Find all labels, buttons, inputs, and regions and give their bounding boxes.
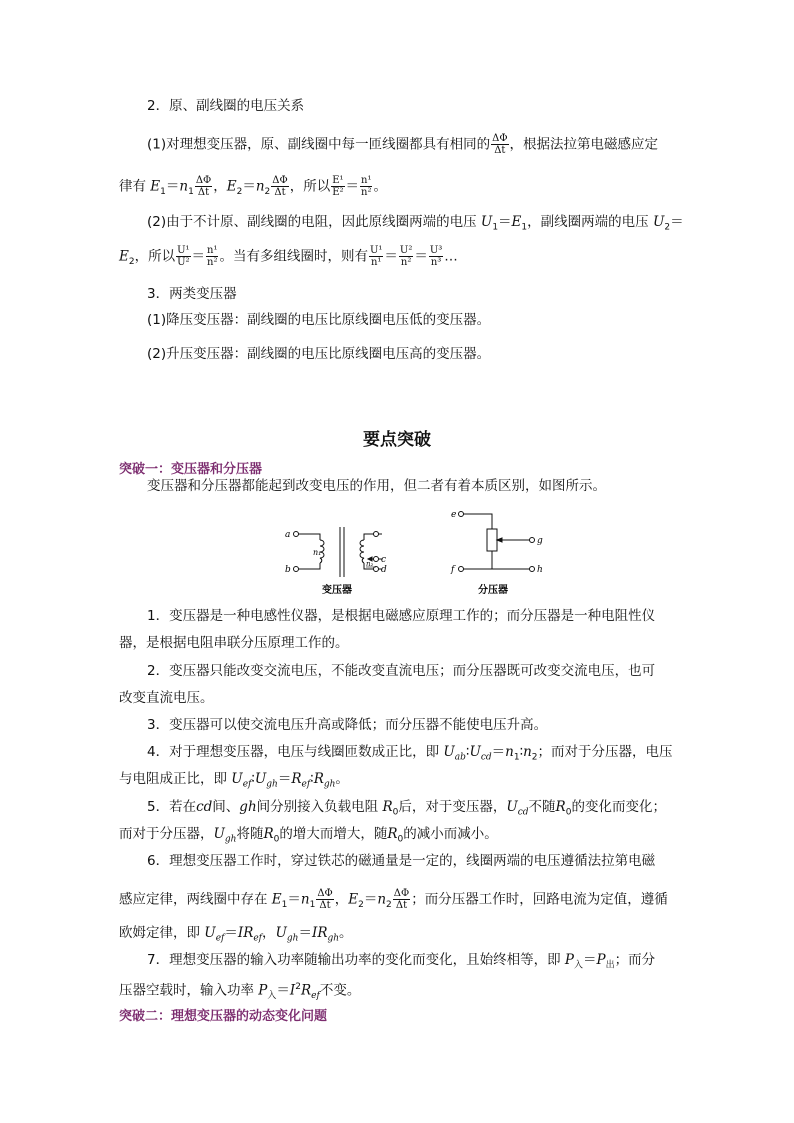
- section2-heading: 2．原、副线圈的电压关系: [147, 98, 305, 114]
- section3-heading: 3．两类变压器: [147, 286, 237, 302]
- fraction: $\frac{\Delta\Phi}{\Delta t}$: [492, 133, 508, 156]
- point5-line2: 而对于分压器，$U_{gh}$将随$R_0$的增大而增大，随$R_0$的减小而减小。: [119, 826, 498, 845]
- label-d: d: [381, 565, 387, 575]
- label-f: f: [451, 565, 455, 575]
- break1-intro: 变压器和分压器都能起到改变电压的作用，但二者有着本质区别，如图所示。: [147, 478, 606, 494]
- section2-para3: (2)由于不计原、副线圈的电阻，因此原线圈两端的电压 $U_1=E_1$，副线圈两端的电压 $U_2=$: [147, 214, 684, 233]
- point2-line2: 改变直流电压。: [119, 690, 214, 706]
- divider-diagram: [459, 512, 535, 572]
- point1-line1: 1．变压器是一种电感性仪器，是根据电磁感应原理工作的；而分压器是一种电阻性仪: [147, 608, 656, 624]
- label-g: g: [537, 536, 543, 546]
- point6-line3: 欧姆定律，即 $U_{ef}=IR_{ef}$，$U_{gh}=IR_{gh}$。: [119, 925, 353, 944]
- point5-line1: 5．若在cd间、gh间分别接入负载电阻 $R_0$后，对于变压器，$U_{cd}$不随$R_0$的变化而变化；: [147, 799, 666, 818]
- label-h: h: [537, 565, 543, 575]
- label-e: e: [451, 510, 457, 520]
- transformer-diagram: [294, 527, 383, 577]
- section2-para4: $E_2$，所以 $\frac{\text{U¹}}{\text{U²}}$ ＝ $\frac{\text{n¹}}{\text{n²}}$ 。当有多组线圈时，则有 $\frac{\text{U¹}}{\text{n¹}}$ ＝ $\frac{\text{U²}}{\text{n²}}$ ＝ $\frac{\text{U³}}{\text{n³}}$ …: [119, 245, 458, 268]
- point1-line2: 器，是根据电阻串联分压原理工作的。: [119, 635, 349, 651]
- point7-line1: 7．理想变压器的输入功率随输出功率的变化而变化，且始终相等，即 $P_入=P_出$；而分: [147, 952, 656, 971]
- label-c: c: [381, 555, 387, 565]
- divider-label: 分压器: [478, 585, 508, 596]
- label-b: b: [285, 565, 291, 575]
- point4-line1: 4．对于理想变压器，电压与线圈匝数成正比，即 $U_{ab}∶U_{cd}=n_1∶n_2$；而对于分压器，电压: [147, 744, 673, 763]
- label-n2: n₂: [366, 560, 374, 568]
- section3-item2: (2)升压变压器：副线圈的电压比原线圈电压高的变压器。: [147, 346, 491, 362]
- point6-line2: 感应定律，两线圈中存在 $E_1=n_1$ $\frac{\Delta\Phi}{\Delta t}$ ，$E_2=n_2$ $\frac{\Delta\Phi}{\Delta t}$ ；而分压器工作时，回路电流为定值，遵循: [119, 888, 668, 911]
- point4-line2: 与电阻成正比，即 $U_{ef}∶U_{gh}=R_{ef}∶R_{gh}$。: [119, 771, 349, 790]
- point2-line1: 2．变压器只能改变交流电压，不能改变直流电压；而分压器既可改变交流电压，也可: [147, 663, 656, 679]
- transformer-label: 变压器: [322, 585, 352, 596]
- point6-line1: 6．理想变压器工作时，穿过铁芯的磁通量是一定的，线圈两端的电压遵循法拉第电磁: [147, 853, 656, 869]
- label-n1: n₁: [313, 548, 322, 557]
- section3-item1: (1)降压变压器：副线圈的电压比原线圈电压低的变压器。: [147, 312, 491, 328]
- page-title: 要点突破: [363, 430, 431, 450]
- point3: 3．变压器可以使交流电压升高或降低；而分压器不能使电压升高。: [147, 717, 548, 733]
- point7-line2: 压器空载时，输入功率 $P_入=I^2R_{ef}$不变。: [119, 982, 361, 1002]
- break2-heading: 突破二：理想变压器的动态变化问题: [119, 1009, 328, 1024]
- break1-heading: 突破一：变压器和分压器: [119, 462, 263, 477]
- label-a: a: [285, 530, 291, 540]
- comparison-figure: [280, 505, 560, 597]
- section2-para1: (1)对理想变压器，原、副线圈中每一匝线圈都具有相同的 $\frac{\Delta\Phi}{\Delta t}$ ，根据法拉第电磁感应定: [147, 133, 659, 156]
- section2-para2: 律有 $E_1=n_1$ $\frac{\Delta\Phi}{\Delta t}$ ，$E_2=n_2$ $\frac{\Delta\Phi}{\Delta t}$ ，所以 $\frac{\text{E¹}}{\text{E²}}$ ＝ $\frac{\text{n¹}}{\text{n²}}$ 。: [119, 175, 387, 198]
